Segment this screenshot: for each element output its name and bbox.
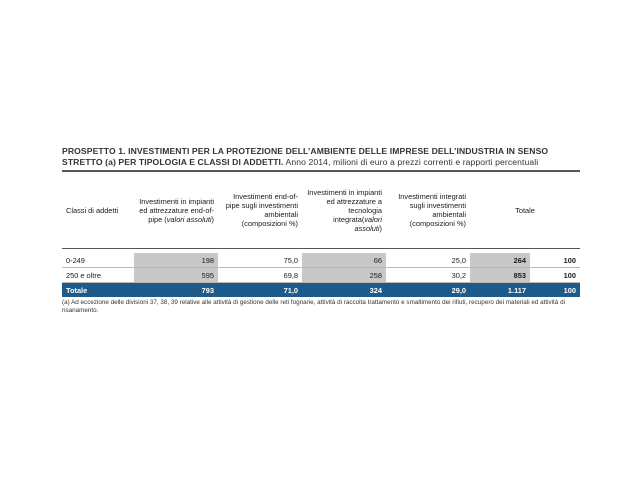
document — [62, 146, 580, 316]
cell-integrati-share: 30,2 — [386, 268, 470, 283]
row-label: 0-249 — [62, 253, 134, 268]
cell-end-of-pipe-share: 69,8 — [218, 268, 302, 283]
cell-totale-pct: 100 — [530, 253, 580, 268]
table-title — [62, 146, 580, 168]
header-classi: Classi di addetti — [66, 205, 119, 215]
cell-end-of-pipe: 198 — [134, 253, 218, 268]
cell-integrata: 258 — [302, 268, 386, 283]
header-integrata: Investimenti in impianti ed attrezzature a tecnologia integrata(valori assoluti) — [307, 187, 382, 233]
total-totale: 1.117 — [470, 283, 530, 298]
header-end-of-pipe-share — [218, 172, 302, 249]
footnote: (a) Ad eccezione delle divisioni 37, 38, 39 relative alle attività di gestione delle reti fognarie, attività di raccolta trattamento e smaltimento dei rifiuti, recupero dei materiali ed attività di risanamento. — [62, 299, 565, 315]
header-end-of-pipe-share-label: Investimenti end-of-pipe sugli investimenti ambientali — [225, 192, 298, 219]
cell-end-of-pipe: 595 — [134, 268, 218, 283]
header-end-of-pipe: Investimenti in impianti ed attrezzature end-of-pipe (valori assoluti) — [139, 196, 214, 224]
table-row — [62, 253, 580, 268]
header-row — [62, 172, 580, 249]
header-end-of-pipe-unit: valori assoluti — [166, 214, 212, 224]
table-title-normal: Anno 2014, milioni di euro a prezzi correnti e rapporti percentuali — [283, 157, 539, 167]
row-label: 250 e oltre — [62, 268, 134, 283]
data-table — [62, 172, 580, 297]
total-totale-pct: 100 — [530, 283, 580, 298]
header-end-of-pipe-label: Investimenti in impianti ed attrezzature end-of-pipe — [139, 196, 214, 224]
total-integrata: 324 — [302, 283, 386, 298]
header-integrati-share — [386, 172, 470, 249]
total-integrati-share: 29,0 — [386, 283, 470, 298]
header-integrata-unit: valori assoluti — [354, 214, 382, 233]
total-end-of-pipe: 793 — [134, 283, 218, 298]
header-integrata-label: Investimenti in impianti ed attrezzature a tecnologia integrata — [307, 187, 382, 224]
total-end-of-pipe-share: 71,0 — [218, 283, 302, 298]
header-totale: Totale — [515, 205, 535, 215]
cell-integrata: 66 — [302, 253, 386, 268]
header-integrati-share-label: Investimenti integrati sugli investimenti ambientali — [398, 192, 466, 219]
table-row — [62, 268, 580, 283]
table-title-bold: PROSPETTO 1. INVESTIMENTI PER LA PROTEZIONE DELL’AMBIENTE DELLE IMPRESE DELL’INDUSTRIA IN SENSO STRETTO (a) PER TIPOLOGIA E CLASSI DI ADDETTI. — [62, 146, 549, 167]
cell-totale-pct: 100 — [530, 268, 580, 283]
cell-totale: 853 — [470, 268, 530, 283]
cell-end-of-pipe-share: 75,0 — [218, 253, 302, 268]
total-label: Totale — [62, 283, 134, 298]
cell-integrati-share: 25,0 — [386, 253, 470, 268]
total-row — [62, 283, 580, 298]
cell-totale: 264 — [470, 253, 530, 268]
header-integrati-share-unit: (composizioni %) — [409, 219, 466, 228]
header-end-of-pipe-share-unit: (composizioni %) — [241, 219, 298, 228]
